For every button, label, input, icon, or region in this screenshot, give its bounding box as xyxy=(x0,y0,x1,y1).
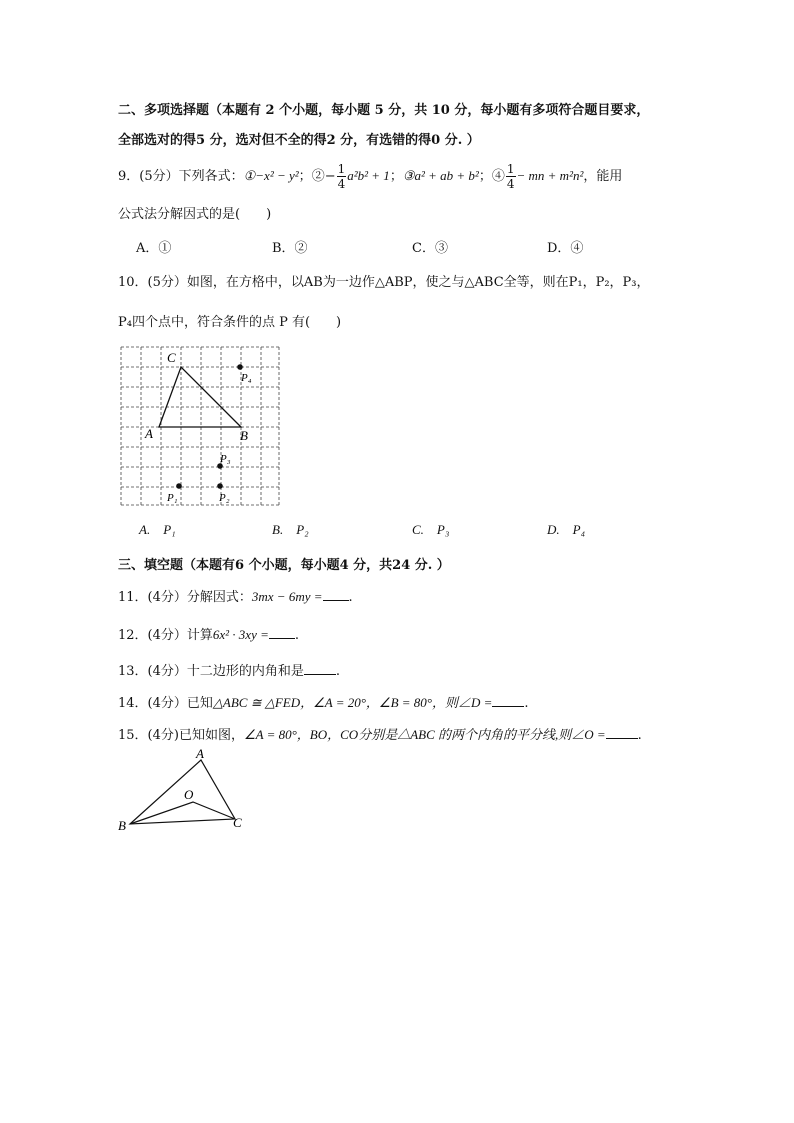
label-b-q15: B xyxy=(118,818,126,833)
section2-heading-line2: 全部选对的得5 分，选对但不全的得2 分，有选错的得0 分. ） xyxy=(118,133,480,148)
question-10-line1: 10．(5分）如图，在方格中，以AB为一边作△ABP，使之与△ABC全等，则在P₁，P₂，P₃， xyxy=(118,275,650,290)
q11-answer-blank[interactable] xyxy=(323,588,349,601)
label-b: B xyxy=(240,428,248,443)
q12-answer-blank[interactable] xyxy=(269,626,295,639)
point-p1 xyxy=(176,483,182,489)
q15-answer-blank[interactable] xyxy=(606,726,638,739)
question-15 xyxy=(118,726,642,745)
q10-option-a[interactable]: A. P₁ xyxy=(139,522,176,537)
q13-period: . xyxy=(335,664,341,679)
label-c: C xyxy=(167,350,176,365)
q15-text: 15．(4分)已知如图， xyxy=(118,728,244,743)
q10-option-b[interactable]: B. P₂ xyxy=(272,522,309,537)
q9-option-b[interactable]: B．② xyxy=(272,241,308,256)
q9-expr-4: − mn + m²n² xyxy=(516,168,584,183)
bisectors-bo-co xyxy=(130,802,235,824)
label-p4: P₄ xyxy=(241,372,252,384)
question-14 xyxy=(118,694,529,713)
q9-option-d[interactable]: D．④ xyxy=(547,241,584,256)
q9-expr-4-prefix: ④ xyxy=(491,169,505,184)
triangle-abc xyxy=(159,367,241,427)
label-o-q15: O xyxy=(184,787,194,802)
question-10-line2: P₄四个点中，符合条件的点 P 有( ) xyxy=(118,315,342,330)
q12-expr: 6x² · 3xy = xyxy=(212,627,269,642)
q15-period: . xyxy=(637,728,642,743)
question-11 xyxy=(118,588,353,607)
q15-triangle-figure xyxy=(116,746,256,834)
q14-expr: △ABC ≅ △FED，∠A = 20°，∠B = 80°，则∠D = xyxy=(212,695,493,710)
q9-tail: ，能用 xyxy=(583,169,623,184)
q14-answer-blank[interactable] xyxy=(492,694,524,707)
q10-grid-figure xyxy=(119,345,283,509)
q13-answer-blank[interactable] xyxy=(304,662,336,675)
q9-expr-2: a²b² + 1 xyxy=(347,168,390,183)
label-c-q15: C xyxy=(233,815,242,830)
label-a-q15: A xyxy=(196,746,204,761)
q9-expr-3: ③a² + ab + b² xyxy=(402,168,479,183)
question-9-line1 xyxy=(118,162,622,191)
label-p2: P₂ xyxy=(219,492,230,504)
q9-sep-3: ； xyxy=(478,169,492,184)
q9-lead: 9．(5分）下列各式： xyxy=(118,169,244,184)
q9-option-a[interactable]: A．① xyxy=(136,241,172,256)
q9-fraction-4: $\frac{1}{4}$ xyxy=(506,162,515,191)
q10-option-d[interactable]: D. P₄ xyxy=(547,522,586,537)
point-p4 xyxy=(237,364,243,370)
q14-text: 14．(4分）已知 xyxy=(118,696,213,711)
label-a: A xyxy=(145,426,153,441)
q12-text: 12．(4分）计算 xyxy=(118,628,213,643)
question-12 xyxy=(118,626,299,645)
q15-expr: ∠A = 80°，BO，CO分别是△ABC 的两个内角的平分线,则∠O = xyxy=(243,727,606,742)
q9-expr-2-prefix: ②− xyxy=(311,169,336,184)
section3-heading: 三、填空题（本题有6 个小题，每小题4 分，共24 分. ） xyxy=(118,558,450,573)
q12-period: . xyxy=(294,628,300,643)
question-13 xyxy=(118,662,340,681)
q9-sep-2: ； xyxy=(389,169,403,184)
section2-heading-line1: 二、多项选择题（本题有 2 个小题，每小题 5 分，共 10 分，每小题有多项符合题目要求， xyxy=(118,103,650,118)
q9-expr-1: ①−x² − y² xyxy=(243,168,299,183)
triangle-abc-q15 xyxy=(130,760,235,824)
q9-sep-1: ； xyxy=(298,169,312,184)
label-p1: P₁ xyxy=(167,492,178,504)
q13-text: 13．(4分）十二边形的内角和是 xyxy=(118,664,304,679)
label-p3: P₃ xyxy=(220,453,231,465)
q9-option-c[interactable]: C．③ xyxy=(412,241,448,256)
q10-option-c[interactable]: C. P₃ xyxy=(412,522,450,537)
q9-fraction-2: $\frac{1}{4}$ xyxy=(337,162,346,191)
q11-period: . xyxy=(348,590,353,605)
question-9-line2: 公式法分解因式的是( ) xyxy=(118,207,272,222)
point-p2 xyxy=(217,483,223,489)
q11-expr: 3mx − 6my = xyxy=(251,589,323,604)
q11-text: 11．(4分）分解因式： xyxy=(118,590,252,605)
q14-period: . xyxy=(524,696,529,711)
